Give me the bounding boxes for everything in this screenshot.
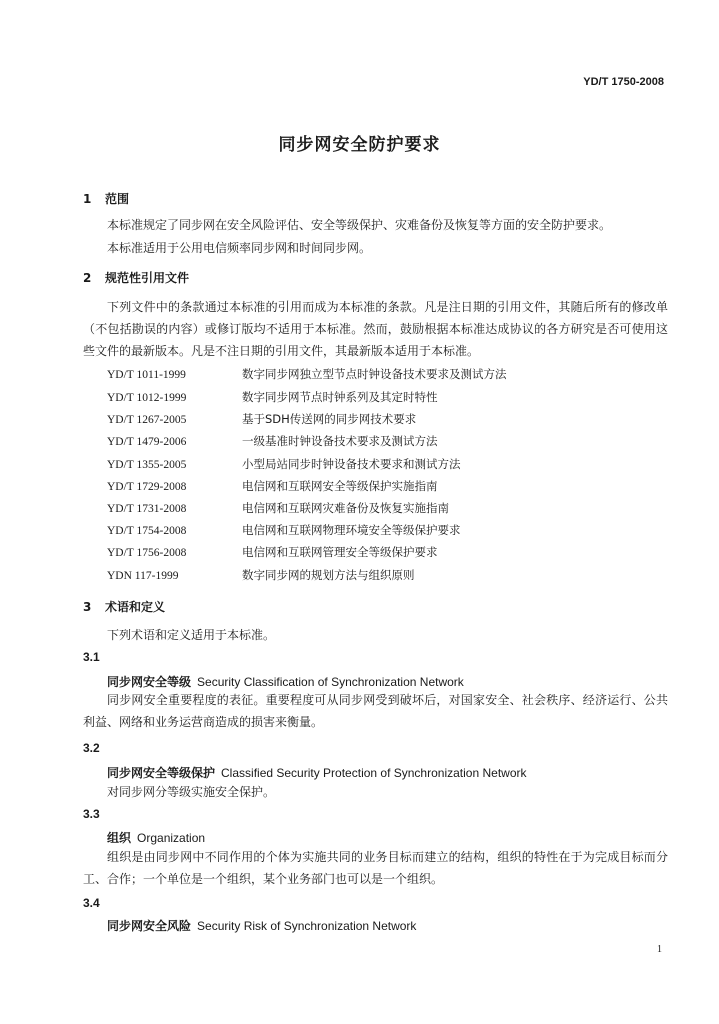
reference-row xyxy=(107,475,438,497)
section-number: 3 xyxy=(83,600,92,614)
section-3-heading xyxy=(83,598,165,615)
term-number: 3.1 xyxy=(83,650,100,664)
reference-row xyxy=(107,497,449,519)
reference-title: 电信网和互联网管理安全等级保护要求 xyxy=(242,545,438,559)
reference-code: YD/T 1267-2005 xyxy=(107,414,187,426)
term-english: Organization xyxy=(137,831,206,845)
reference-title: 小型局站同步时钟设备技术要求和测试方法 xyxy=(242,457,461,471)
reference-title: 电信网和互联网灾难备份及恢复实施指南 xyxy=(242,501,449,515)
term-definition: 组织是由同步网中不同作用的个体为实施共同的业务目标而建立的结构，组织的特性在于为完成目标而分工、合作；一个单位是一个组织，某个业务部门也可以是一个组织。 xyxy=(83,850,668,886)
section-1-paragraph-2: 本标准适用于公用电信频率同步网和时间同步网。 xyxy=(107,241,372,255)
reference-row xyxy=(107,363,507,385)
term-english: Classified Security Protection of Synchronization Network xyxy=(221,766,527,780)
section-title: 规范性引用文件 xyxy=(105,271,190,285)
reference-title: 一级基准时钟设备技术要求及测试方法 xyxy=(242,434,438,448)
reference-row xyxy=(107,564,415,586)
section-number: 2 xyxy=(83,271,92,285)
term-heading xyxy=(107,829,205,846)
reference-row xyxy=(107,519,461,541)
reference-title: 电信网和互联网安全等级保护实施指南 xyxy=(242,479,438,493)
reference-row xyxy=(107,430,438,452)
section-title: 术语和定义 xyxy=(105,600,166,614)
term-chinese: 同步网安全等级 xyxy=(107,675,192,689)
reference-row xyxy=(107,386,438,408)
term-chinese: 同步网安全风险 xyxy=(107,919,192,933)
reference-code: YD/T 1011-1999 xyxy=(107,369,186,381)
reference-row xyxy=(107,453,461,475)
reference-title: 基于SDH传送网的同步网技术要求 xyxy=(242,412,417,426)
term-chinese: 组织 xyxy=(107,831,132,845)
term-definition: 对同步网分等级实施安全保护。 xyxy=(107,785,276,799)
term-number: 3.4 xyxy=(83,896,100,910)
term-english: Security Risk of Synchronization Network xyxy=(197,919,417,933)
reference-code: YD/T 1754-2008 xyxy=(107,525,187,537)
section-3-intro: 下列术语和定义适用于本标准。 xyxy=(107,628,276,642)
reference-title: 数字同步网独立型节点时钟设备技术要求及测试方法 xyxy=(242,367,507,381)
reference-title: 数字同步网节点时钟系列及其定时特性 xyxy=(242,390,438,404)
reference-code: YDN 117-1999 xyxy=(107,570,179,582)
reference-code: YD/T 1756-2008 xyxy=(107,547,187,559)
reference-title: 电信网和互联网物理环境安全等级保护要求 xyxy=(242,523,461,537)
reference-row xyxy=(107,408,416,430)
section-2-heading xyxy=(83,269,189,286)
reference-code: YD/T 1355-2005 xyxy=(107,459,187,471)
document-code: YD/T 1750-2008 xyxy=(583,76,664,88)
section-2-paragraph: 下列文件中的条款通过本标准的引用而成为本标准的条款。凡是注日期的引用文件，其随后所有的修改单（不包括勘误的内容）或修订版均不适用于本标准。然而，鼓励根据本标准达成协议的各方研究是否可使用这些文件的最新版本。凡是不注日期的引用文件，其最新版本适用于本标准。 xyxy=(83,300,668,358)
section-title: 范围 xyxy=(105,192,130,206)
reference-code: YD/T 1012-1999 xyxy=(107,392,187,404)
document-title: 同步网安全防护要求 xyxy=(278,135,441,155)
term-chinese: 同步网安全等级保护 xyxy=(107,766,216,780)
section-number: 1 xyxy=(83,192,92,206)
section-1-heading xyxy=(83,190,129,207)
page-number: 1 xyxy=(657,944,662,955)
term-heading xyxy=(107,673,464,690)
reference-code: YD/T 1731-2008 xyxy=(107,503,187,515)
term-definition: 同步网安全重要程度的表征。重要程度可从同步网受到破坏后，对国家安全、社会秩序、经济运行、公共利益、网络和业务运营商造成的损害来衡量。 xyxy=(83,693,668,729)
reference-code: YD/T 1729-2008 xyxy=(107,481,187,493)
section-1-paragraph-1: 本标准规定了同步网在安全风险评估、安全等级保护、灾难备份及恢复等方面的安全防护要求。 xyxy=(107,218,612,232)
term-heading xyxy=(107,764,526,781)
term-english: Security Classification of Synchronization Network xyxy=(197,675,464,689)
term-number: 3.2 xyxy=(83,741,100,755)
term-number: 3.3 xyxy=(83,807,100,821)
reference-code: YD/T 1479-2006 xyxy=(107,436,187,448)
reference-title: 数字同步网的规划方法与组织原则 xyxy=(242,568,415,582)
term-heading xyxy=(107,917,416,934)
reference-row xyxy=(107,541,438,563)
